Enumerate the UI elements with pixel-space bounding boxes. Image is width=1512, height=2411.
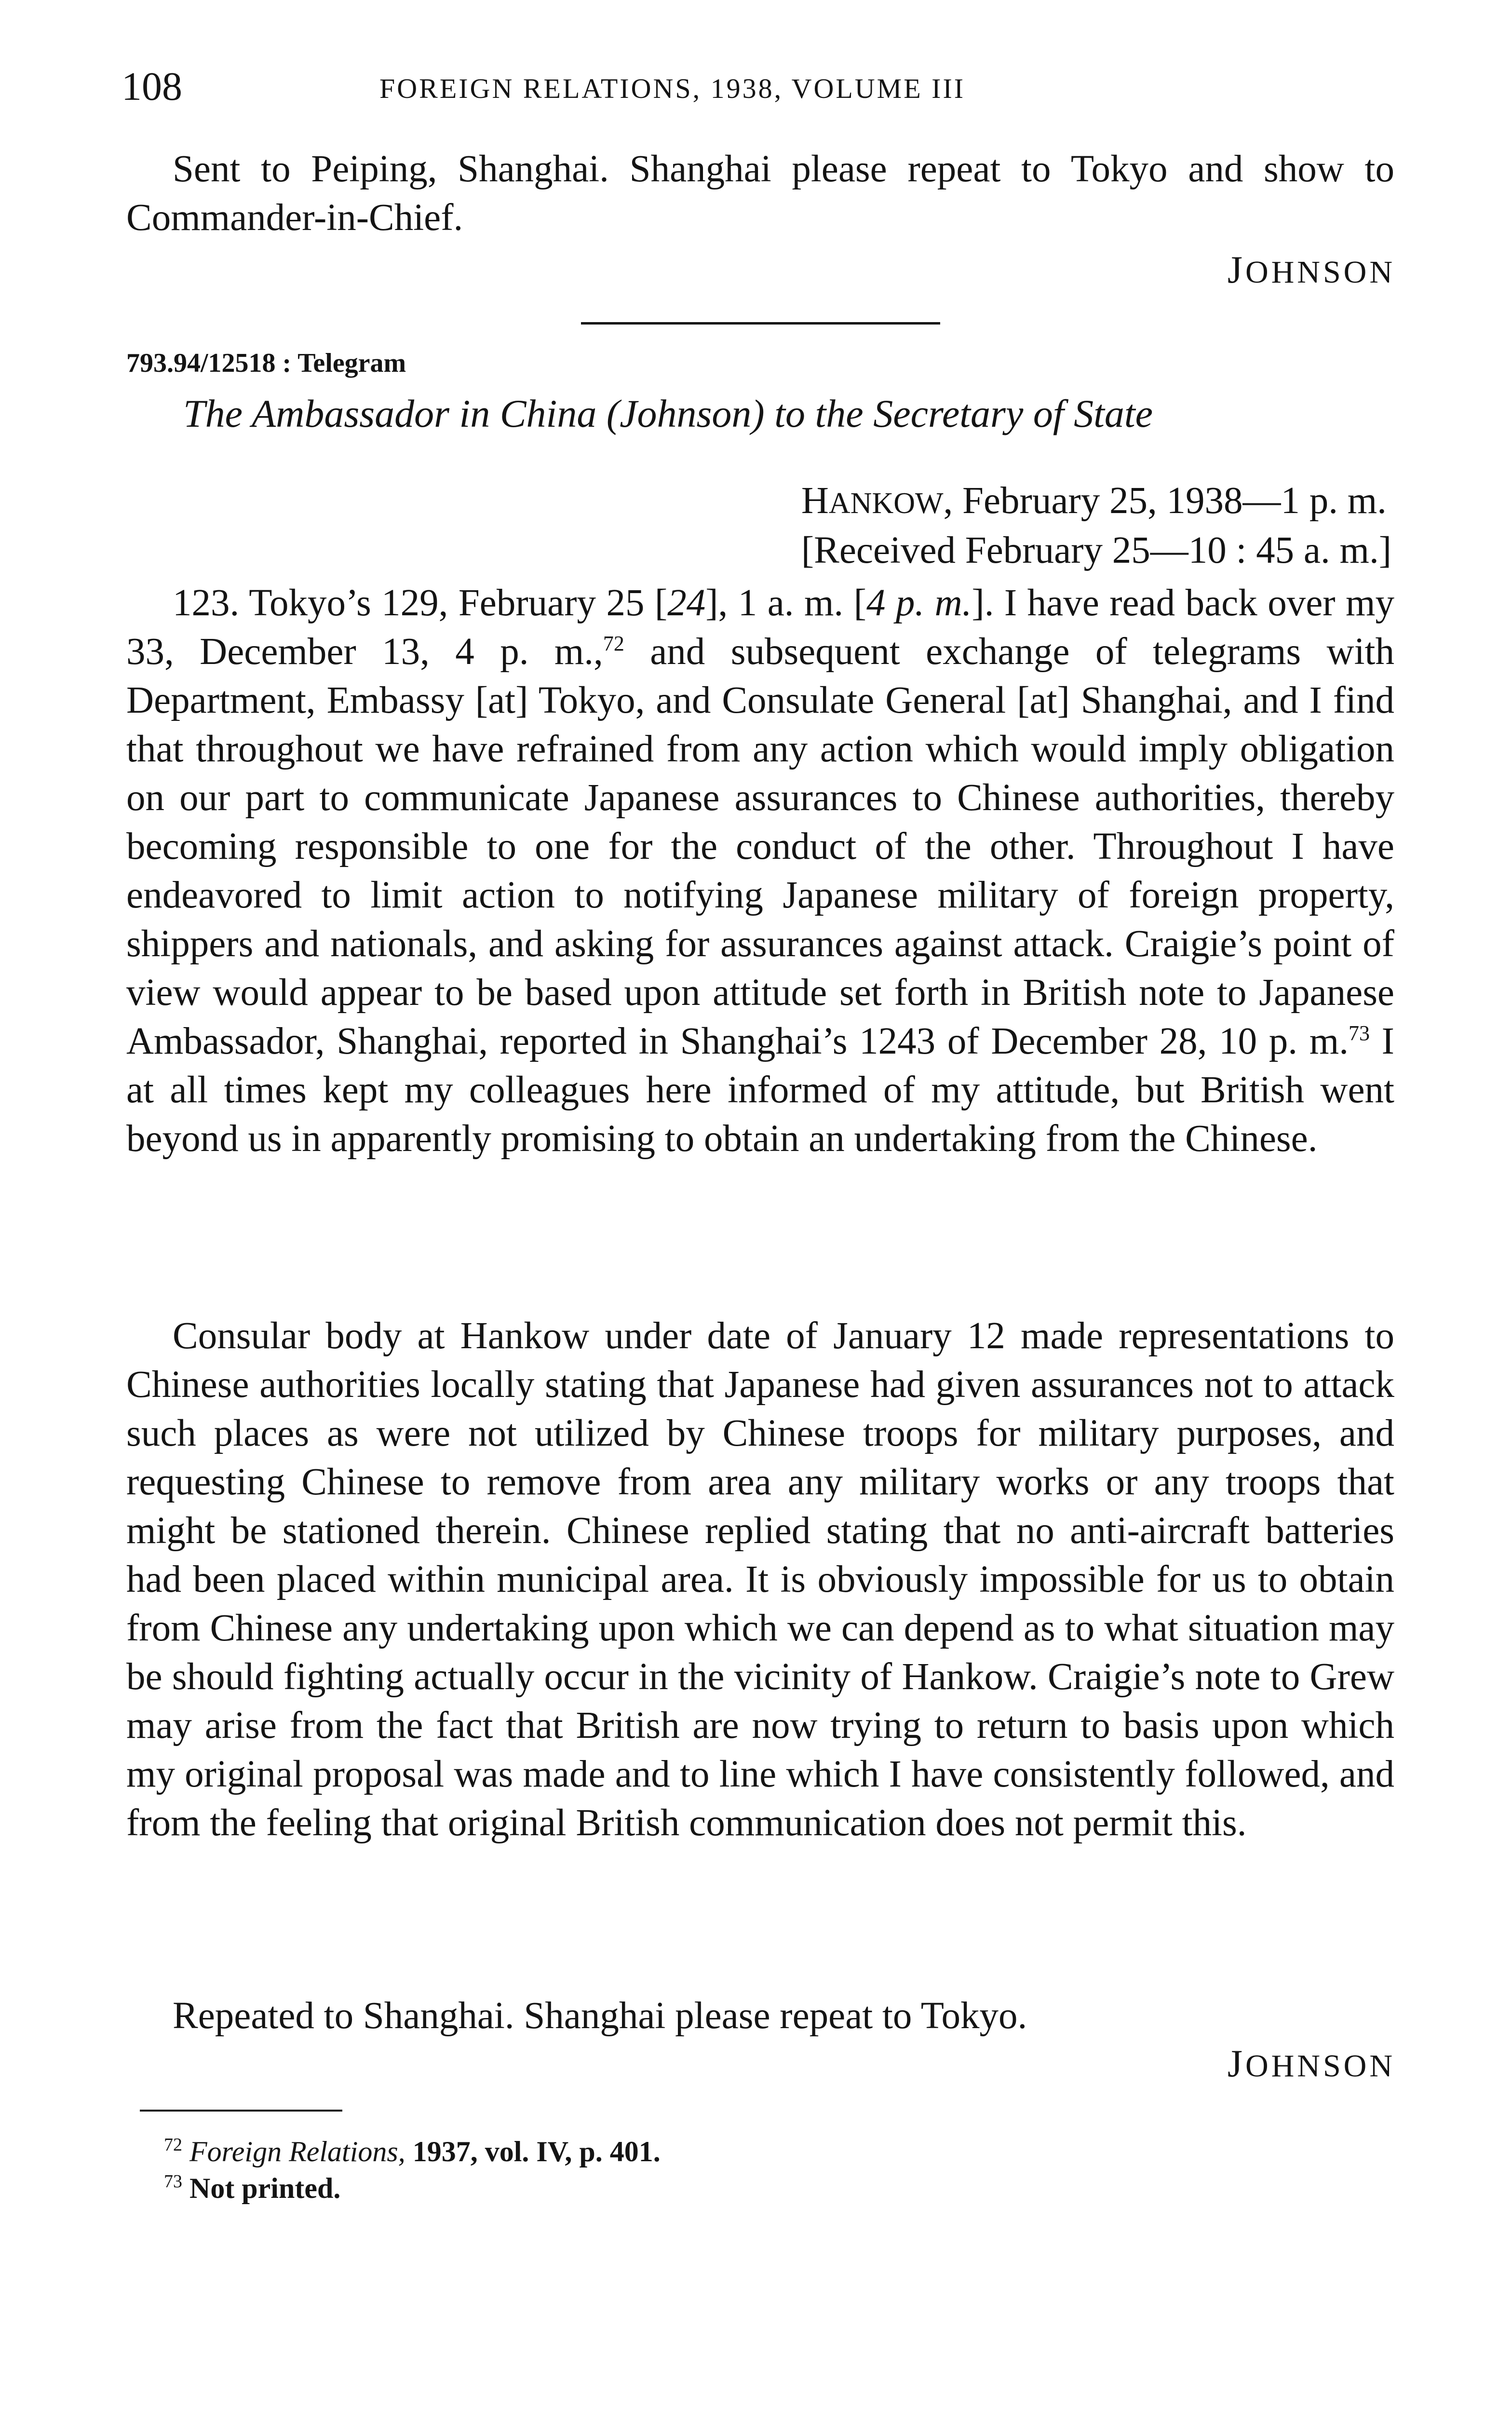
paragraph-3: Repeated to Shanghai. Shanghai please repeat to Tokyo. <box>173 1995 1027 2037</box>
footnote-divider <box>140 2110 342 2112</box>
document-id: 793.94/12518 : Telegram <box>126 348 406 378</box>
para1-part-a: 123. Tokyo’s 129, February 25 [ <box>173 582 668 624</box>
footnote-ref-73: 73 <box>1348 1021 1370 1045</box>
signature-top <box>1228 251 1395 292</box>
paragraph-2: Consular body at Hankow under date of January 12 made representations to Chinese authorities locally stating that Japanese had given assurances not to attack such places as were not utilized by Chinese troops for military purposes, and requesting Chinese to remove from area any military works or any troops that might be stationed therein. Chinese replied stating that no anti-aircraft batteries had been placed within municipal area. It is obviously impossible for us to obtain from Chinese any undertaking upon which we can depend as to what situation may be should fighting actually occur in the vicinity of Hankow. Craigie’s note to Grew may arise from the fact that British are now trying to return to basis upon which my original proposal was made and to line which I have consistently followed, and from the feeling that original British communication does not permit this. <box>126 1315 1394 1844</box>
page-number: 108 <box>122 64 182 109</box>
page-header <box>122 63 1404 121</box>
para1-part-g: I at all times kept my colleagues here informed of my attitude, but British went beyond us in apparently promising to obtain an undertaking from the Chinese. <box>126 1020 1394 1160</box>
footnote-mark: 73 <box>164 2171 182 2192</box>
running-head: FOREIGN RELATIONS, 1938, VOLUME III <box>379 73 966 104</box>
signature-rest: OHNSON <box>1245 2048 1395 2084</box>
footnote-73 <box>164 2163 340 2207</box>
footnote-source-title: Foreign Relations, <box>189 2136 405 2167</box>
opening-paragraph: Sent to Peiping, Shanghai. Shanghai please repeat to Tokyo and show to Commander-in-Chief. <box>126 148 1394 239</box>
signature-bottom <box>1228 2045 1395 2086</box>
para1-correction-time: 4 p. m. <box>866 582 972 624</box>
received-line: [Received February 25—10 : 45 a. m.] <box>801 529 1391 571</box>
place-rest: ANKOW <box>828 487 944 520</box>
para1-part-e: ]. I have read back over my 33, December 13, 4 p. m., <box>126 582 1394 673</box>
para1-part-f: and subsequent exchange of telegrams with Department, Embassy [at] Tokyo, and Consulate General [at] Shanghai, and I find that throughout we have refrained from any action which would imply obligation on our part to communicate Japanese assurances to Chinese authorities, thereby becoming responsible to one for the conduct of the other. Throughout I have endeavored to limit action to notifying Japanese military of foreign property, shippers and nationals, and asking for assurances against attack. Craigie’s point of view would appear to be based upon attitude set forth in British note to Japanese Ambassador, Shanghai, reported in Shanghai’s 1243 of December 28, 10 p. m. <box>126 631 1394 1062</box>
dateline <box>801 477 1391 574</box>
signature-initial: J <box>1227 249 1245 291</box>
signature-rest: OHNSON <box>1245 255 1395 290</box>
footnote-text: Not printed. <box>189 2172 341 2204</box>
footnote-mark: 72 <box>164 2135 182 2155</box>
para1-part-c: ], 1 a. m. [ <box>705 582 866 624</box>
document-title: The Ambassador in China (Johnson) to the Secretary of State <box>183 392 1153 435</box>
place-initial: H <box>801 480 829 522</box>
signature-initial: J <box>1227 2043 1245 2085</box>
footnote-ref-72: 72 <box>603 632 624 655</box>
section-divider <box>581 322 940 325</box>
footnote-text: 1937, vol. IV, p. 401. <box>405 2136 661 2167</box>
sent-date: , February 25, 1938—1 p. m. <box>943 480 1387 522</box>
sent-line <box>801 477 1391 527</box>
para1-correction-date: 24 <box>667 582 706 624</box>
paragraph-1 <box>126 579 1394 1163</box>
